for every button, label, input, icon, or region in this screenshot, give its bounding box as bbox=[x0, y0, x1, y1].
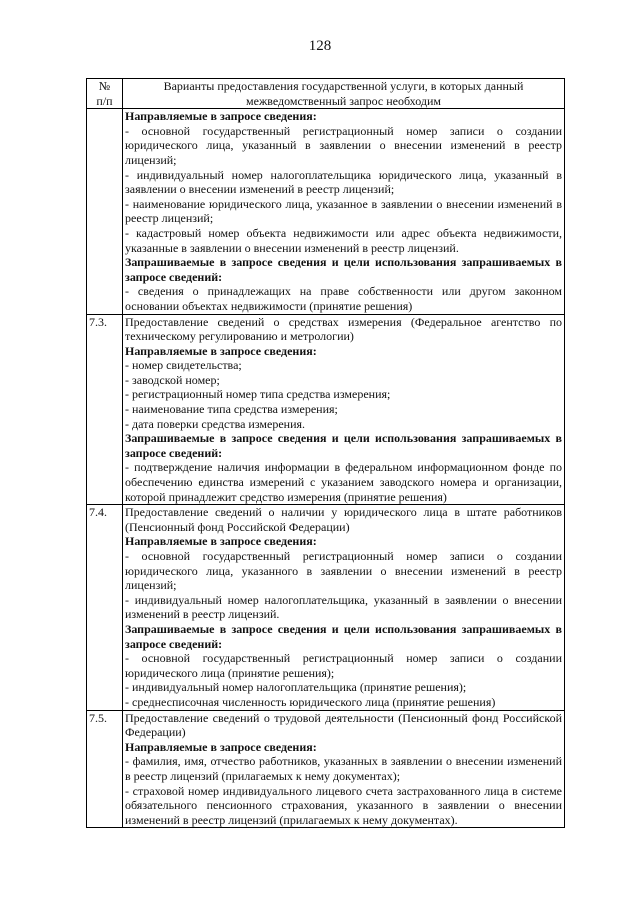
row-number: 7.5. bbox=[87, 710, 123, 828]
list-item: - наименование типа средства измерения; bbox=[125, 402, 338, 417]
list-item: - дата поверки средства измерения. bbox=[125, 416, 306, 431]
list-item: - индивидуальный номер налогоплательщика, указанный в заявлении о внесении изменений в реестр лицензий. bbox=[125, 592, 562, 622]
section-heading: Запрашиваемые в запросе сведения и цели использования запрашиваемых в запросе сведений: bbox=[125, 621, 562, 651]
section-heading: Направляемые в запросе сведения: bbox=[125, 534, 317, 549]
list-item: - наименование юридического лица, указанное в заявлении о внесении изменений в реестр лицензий; bbox=[125, 196, 562, 226]
row-number bbox=[87, 109, 123, 314]
list-item: - основной государственный регистрационный номер записи о создании юридического лица, указанного в заявлении о внесении изменений в реестр лицензий; bbox=[125, 549, 562, 593]
list-item: - индивидуальный номер налогоплательщика (принятие решения); bbox=[125, 680, 467, 695]
page-number: 128 bbox=[308, 38, 332, 54]
table-row bbox=[87, 505, 565, 710]
table-row bbox=[87, 314, 565, 505]
table-body bbox=[87, 109, 565, 828]
row-number: 7.4. bbox=[87, 505, 123, 710]
list-item: - заводской номер; bbox=[125, 372, 220, 387]
list-item: - основной государственный регистрационный номер записи о создании юридического лица (принятие решения); bbox=[125, 651, 562, 680]
table-row bbox=[87, 109, 565, 314]
list-item: - сведения о принадлежащих на праве собственности или другом законном основании объектах недвижимости (принятие решения) bbox=[125, 284, 562, 313]
list-item: - кадастровый номер объекта недвижимости или адрес объекта недвижимости, указанные в заявлении о внесении изменений в реестр лицензий. bbox=[125, 225, 562, 255]
list-item: - среднесписочная численность юридического лица (принятие решения) bbox=[125, 694, 496, 709]
column-header-description: Варианты предоставления государственной услуги, в которых данный межведомственный запрос необходим bbox=[123, 79, 565, 109]
section-heading: Направляемые в запросе сведения: bbox=[125, 109, 317, 124]
table-header-row bbox=[87, 79, 565, 109]
header-num-line2: п/п bbox=[96, 93, 113, 108]
column-header-number bbox=[87, 79, 123, 109]
list-item: - основной государственный регистрационный номер записи о создании юридического лица, указанный в заявлении о внесении изменений в реестр лицензий; bbox=[125, 123, 562, 167]
row-number: 7.3. bbox=[87, 314, 123, 505]
section-heading: Направляемые в запросе сведения: bbox=[125, 343, 317, 358]
list-item: - регистрационный номер типа средства измерения; bbox=[125, 387, 391, 402]
requests-table bbox=[86, 78, 565, 828]
row-description bbox=[123, 109, 565, 314]
row-description bbox=[123, 505, 565, 710]
list-item: Предоставление сведений о трудовой деятельности (Пенсионный фонд Российской Федерации) bbox=[125, 710, 562, 740]
list-item: - фамилия, имя, отчество работников, указанных в заявлении о внесении изменений в реестр лицензий (прилагаемых к нему документах); bbox=[125, 754, 562, 783]
list-item: - страховой номер индивидуального лицевого счета застрахованного лица в системе обязательного пенсионного страхования, указанного в заявлении о внесении изменений в реестр лицензий (прилагаемых к нему документах). bbox=[125, 783, 562, 827]
row-description bbox=[123, 710, 565, 828]
row-description bbox=[123, 314, 565, 505]
list-item: - номер свидетельства; bbox=[125, 358, 242, 373]
table-row bbox=[87, 710, 565, 828]
section-heading: Запрашиваемые в запросе сведения и цели использования запрашиваемых в запросе сведений: bbox=[125, 431, 562, 460]
section-heading: Запрашиваемые в запросе сведения и цели использования запрашиваемых в запросе сведений: bbox=[125, 255, 562, 284]
section-heading: Направляемые в запросе сведения: bbox=[125, 739, 317, 754]
list-item: - подтверждение наличия информации в федеральном информационном фонде по обеспечению единства измерений с указанием заводского номера и организации, которой принадлежит средство измерения (принятие решения) bbox=[125, 460, 562, 504]
list-item: Предоставление сведений о средствах измерения (Федеральное агентство по техническому регулированию и метрологии) bbox=[125, 314, 562, 344]
list-item: - индивидуальный номер налогоплательщика юридического лица, указанный в заявлении о внесении изменений в реестр лицензий; bbox=[125, 167, 562, 197]
list-item: Предоставление сведений о наличии у юридического лица в штате работников (Пенсионный фонд Российской Федерации) bbox=[125, 505, 562, 534]
header-num-line1: № bbox=[98, 79, 111, 93]
